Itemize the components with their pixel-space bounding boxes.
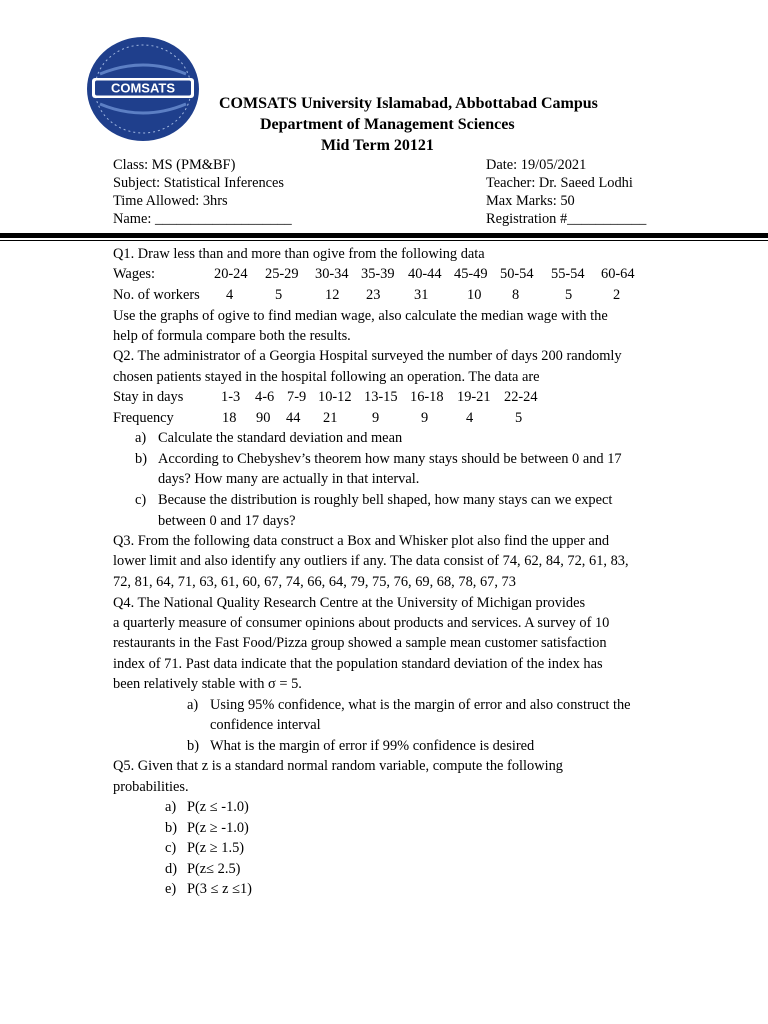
frequency-label: Frequency [113, 410, 174, 426]
q4-text: been relatively stable with σ = 5. [113, 676, 302, 692]
frequency-cell: 21 [323, 410, 338, 426]
q5-item-marker: a) [165, 799, 177, 815]
q5-text: Q5. Given that z is a standard normal random variable, compute the following [113, 758, 563, 774]
q3-text: 72, 81, 64, 71, 63, 61, 60, 67, 74, 66, 64, 79, 75, 76, 69, 68, 78, 67, 73 [113, 574, 516, 590]
q4-text: restaurants in the Fast Food/Pizza group showed a sample mean customer satisfaction [113, 635, 607, 651]
q1-prompt: Q1. Draw less than and more than ogive from the following data [113, 246, 485, 262]
q2-c-text: Because the distribution is roughly bell shaped, how many stays can we expect [158, 492, 613, 508]
workers-label: No. of workers [113, 287, 200, 303]
frequency-cell: 4 [466, 410, 474, 426]
workers-cell: 4 [226, 287, 234, 303]
workers-cell: 5 [275, 287, 283, 303]
marks-field: Max Marks: 50 [486, 193, 575, 209]
q2-text: chosen patients stayed in the hospital following an operation. The data are [113, 369, 540, 385]
q5-item-marker: b) [165, 820, 177, 836]
q4-b-text: What is the margin of error if 99% confidence is desired [210, 738, 535, 754]
wage-cell: 25-29 [265, 266, 299, 282]
q2-b-text: days? How many are actually in that interval. [158, 471, 420, 487]
q4-a-text: confidence interval [210, 717, 321, 733]
q3-text: Q3. From the following data construct a Box and Whisker plot also find the upper and [113, 533, 610, 549]
logo-text: COMSATS [110, 80, 176, 96]
workers-cell: 10 [467, 287, 482, 303]
date-field: Date: 19/05/2021 [486, 157, 587, 173]
stay-cell: 22-24 [504, 389, 538, 405]
q5-item-text: P(z≤ 2.5) [187, 861, 241, 877]
frequency-cell: 5 [515, 410, 523, 426]
workers-cell: 2 [613, 287, 621, 303]
wage-cell: 60-64 [601, 266, 635, 282]
exam-title: Mid Term 20121 [321, 137, 434, 154]
header-divider-thin [0, 240, 768, 241]
workers-cell: 12 [325, 287, 340, 303]
q5-item-marker: e) [165, 881, 177, 897]
q2-b-marker: b) [135, 451, 147, 467]
q5-item-marker: c) [165, 840, 177, 856]
workers-cell: 31 [414, 287, 429, 303]
frequency-cell: 18 [222, 410, 237, 426]
q2-a-marker: a) [135, 430, 147, 446]
registration-field: Registration #___________ [486, 211, 647, 227]
frequency-cell: 9 [421, 410, 429, 426]
stay-cell: 1-3 [221, 389, 241, 405]
teacher-field: Teacher: Dr. Saeed Lodhi [486, 175, 633, 191]
stay-cell: 13-15 [364, 389, 398, 405]
frequency-cell: 9 [372, 410, 380, 426]
q2-c-marker: c) [135, 492, 147, 508]
workers-cell: 8 [512, 287, 520, 303]
q1-text: help of formula compare both the results. [113, 328, 351, 344]
name-field: Name: ___________________ [113, 211, 292, 227]
q2-b-text: According to Chebyshev’s theorem how many stays should be between 0 and 17 [158, 451, 622, 467]
q4-text: a quarterly measure of consumer opinions about products and services. A survey of 10 [113, 615, 610, 631]
q3-text: lower limit and also identify any outliers if any. The data consist of 74, 62, 84, 72, 61, 83, [113, 553, 629, 569]
q5-text: probabilities. [113, 779, 189, 795]
q5-item-text: P(3 ≤ z ≤1) [187, 881, 252, 897]
stay-cell: 10-12 [318, 389, 352, 405]
wage-cell: 55-54 [551, 266, 585, 282]
stay-cell: 16-18 [410, 389, 444, 405]
q2-c-text: between 0 and 17 days? [158, 513, 296, 529]
stay-cell: 7-9 [287, 389, 307, 405]
workers-cell: 5 [565, 287, 573, 303]
q4-text: index of 71. Past data indicate that the population standard deviation of the index has [113, 656, 603, 672]
q4-b-marker: b) [187, 738, 199, 754]
frequency-cell: 44 [286, 410, 301, 426]
workers-cell: 23 [366, 287, 381, 303]
q5-item-marker: d) [165, 861, 177, 877]
wage-cell: 50-54 [500, 266, 534, 282]
university-title: COMSATS University Islamabad, Abbottabad Campus [219, 95, 598, 112]
subject-field: Subject: Statistical Inferences [113, 175, 285, 191]
time-field: Time Allowed: 3hrs [113, 193, 228, 209]
wage-cell: 45-49 [454, 266, 488, 282]
wage-cell: 30-34 [315, 266, 349, 282]
q4-a-text: Using 95% confidence, what is the margin of error and also construct the [210, 697, 631, 713]
wage-cell: 20-24 [214, 266, 248, 282]
q2-a-text: Calculate the standard deviation and mean [158, 430, 403, 446]
stay-cell: 19-21 [457, 389, 491, 405]
q5-item-text: P(z ≥ 1.5) [187, 840, 245, 856]
stay-cell: 4-6 [255, 389, 275, 405]
class-field: Class: MS (PM&BF) [113, 157, 236, 173]
q4-text: Q4. The National Quality Research Centre at the University of Michigan provides [113, 595, 586, 611]
comsats-logo [86, 36, 200, 142]
department-title: Department of Management Sciences [260, 116, 515, 133]
q2-text: Q2. The administrator of a Georgia Hospital surveyed the number of days 200 randomly [113, 348, 622, 364]
wage-cell: 40-44 [408, 266, 442, 282]
stay-label: Stay in days [113, 389, 184, 405]
wages-label: Wages: [113, 266, 155, 282]
wage-cell: 35-39 [361, 266, 395, 282]
q1-text: Use the graphs of ogive to find median wage, also calculate the median wage with the [113, 308, 608, 324]
header-divider-thick [0, 233, 768, 238]
q4-a-marker: a) [187, 697, 199, 713]
q5-item-text: P(z ≥ -1.0) [187, 820, 249, 836]
q5-item-text: P(z ≤ -1.0) [187, 799, 249, 815]
frequency-cell: 90 [256, 410, 271, 426]
